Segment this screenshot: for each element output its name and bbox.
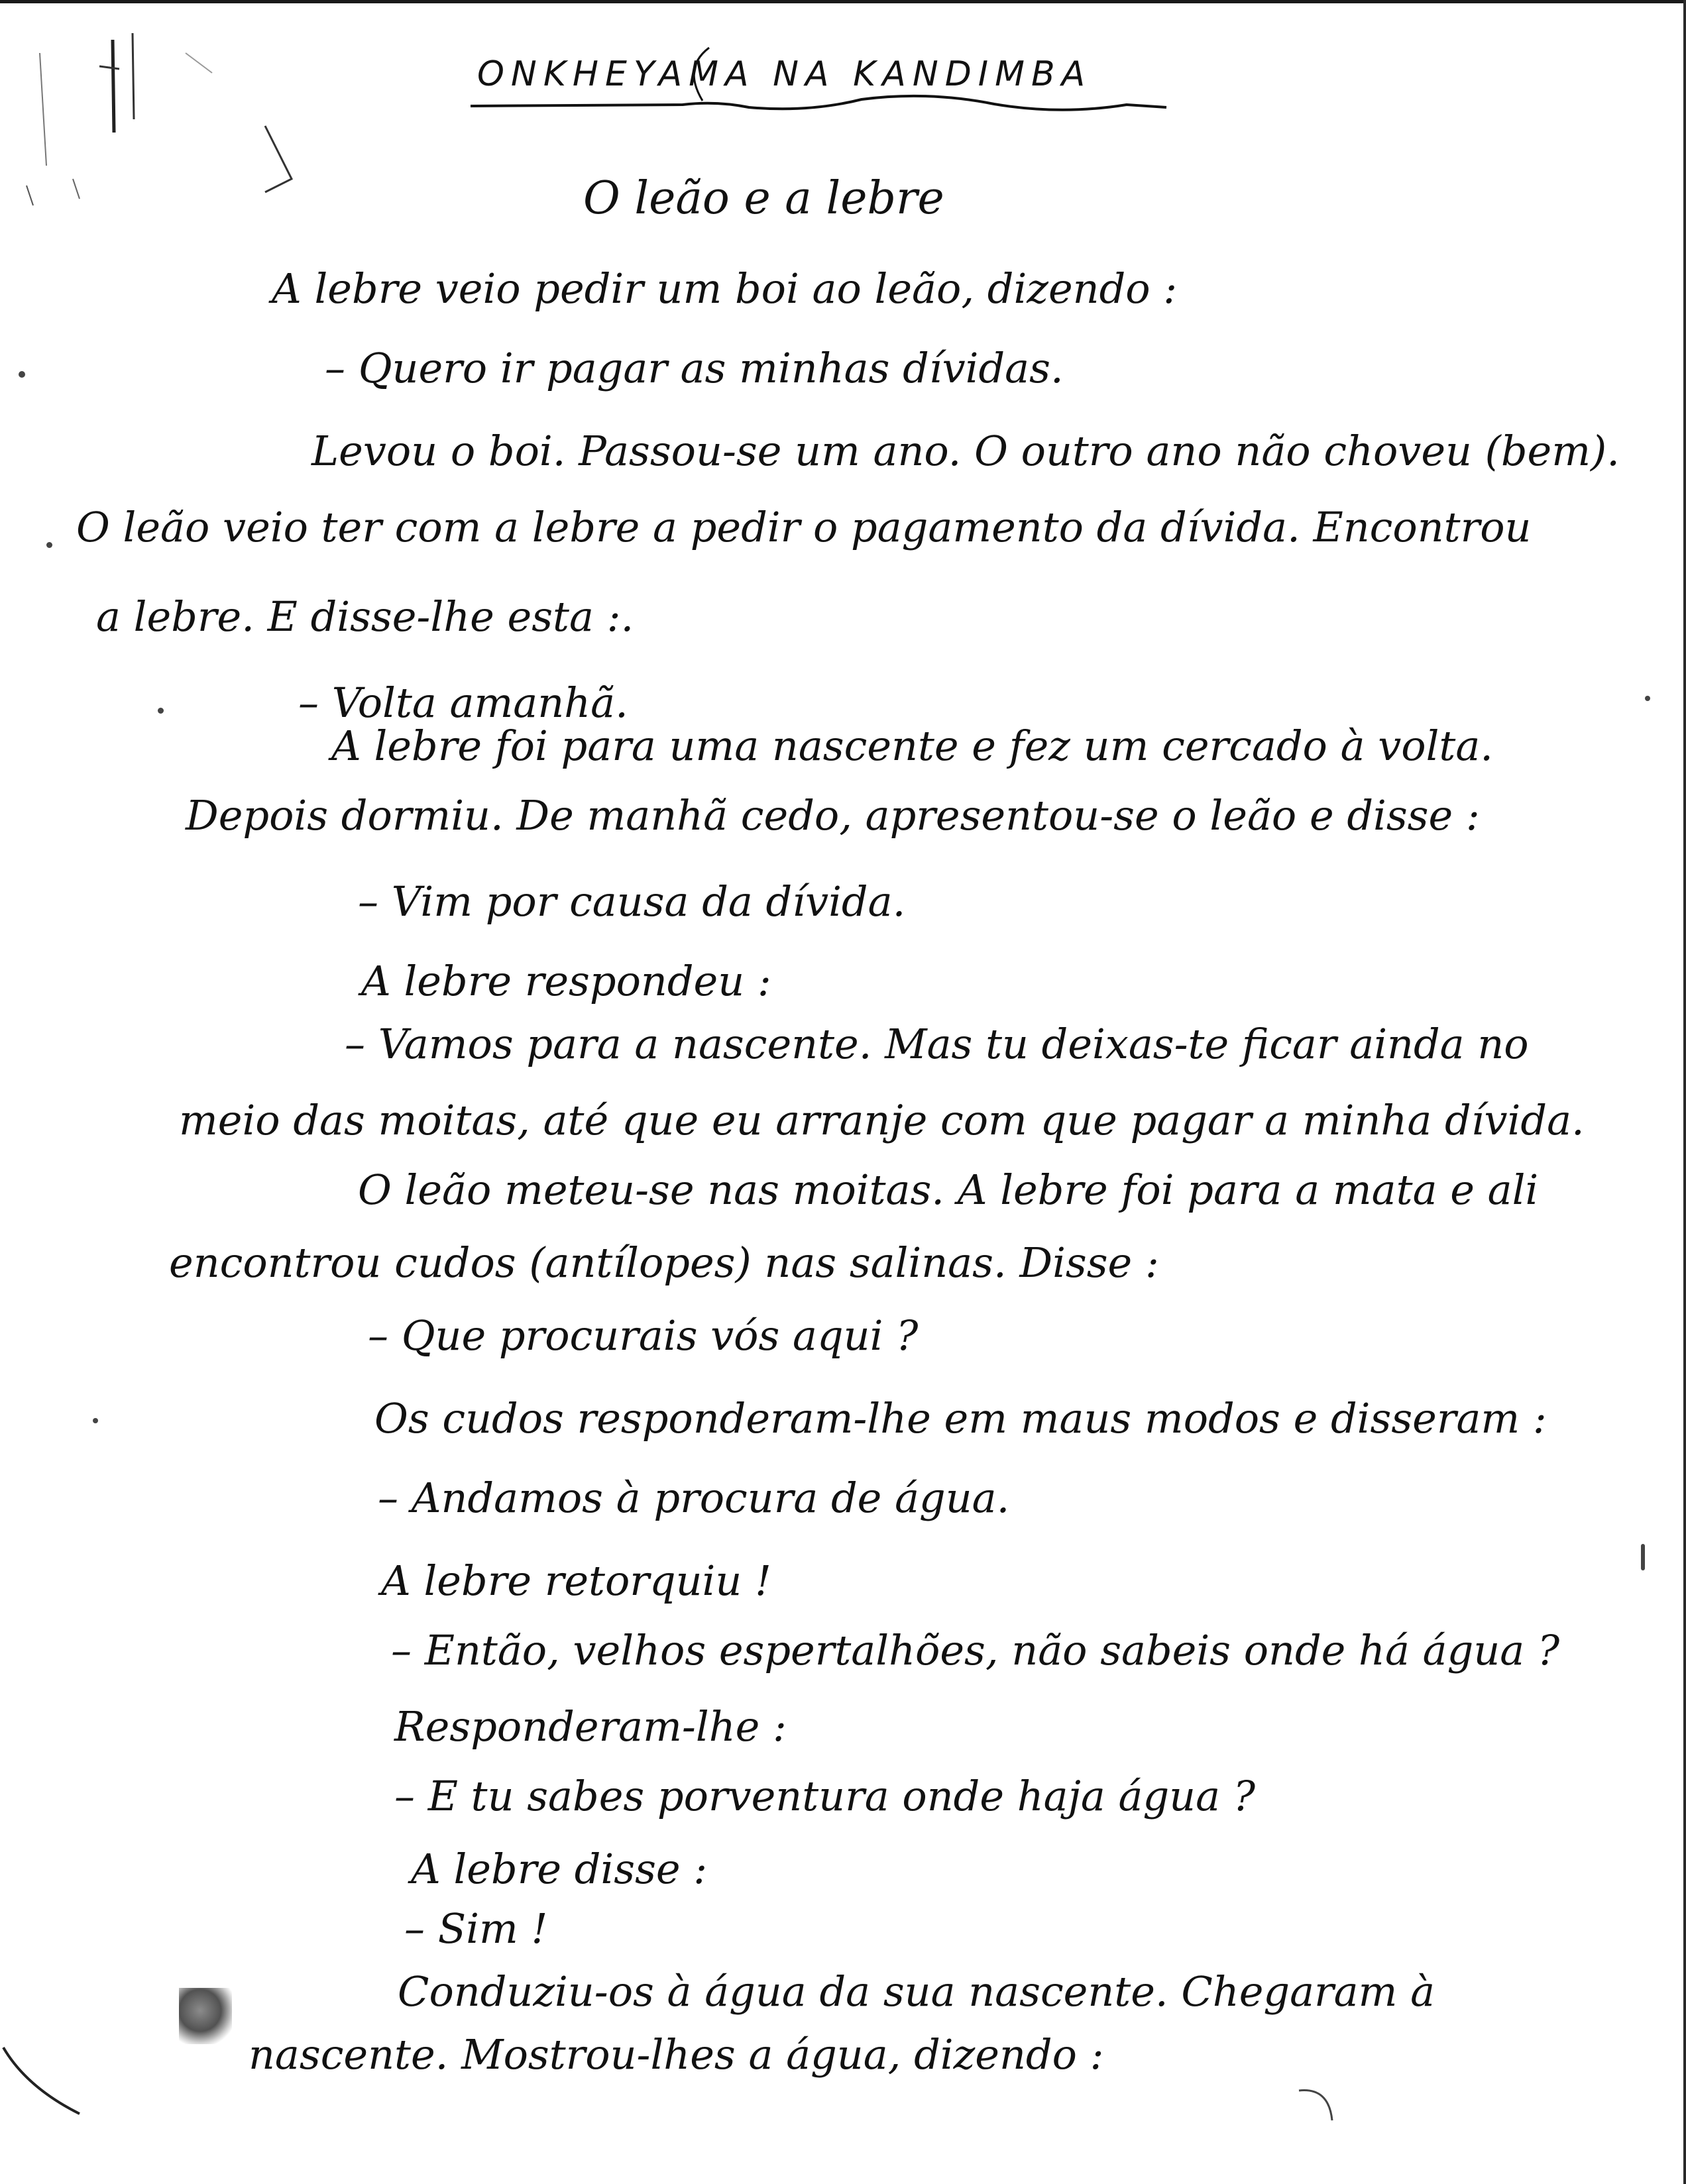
scan-right-edge [1683,0,1686,2184]
scan-speck [46,542,52,548]
scan-corner-mark [0,2041,106,2120]
scan-speck [93,1418,98,1423]
scan-top-edge [0,0,1686,3]
manuscript-line: a lebre. E disse-lhe esta :. [96,592,634,641]
manuscript-line: A lebre retorquiu ! [381,1556,771,1605]
manuscript-line: Os cudos responderam-lhe em maus modos e disseram : [374,1394,1547,1443]
manuscript-line: A lebre veio pedir um boi ao leão, dizendo : [272,264,1178,313]
manuscript-line: meio das moitas, até que eu arranje com que pagar a minha dívida. [179,1096,1585,1144]
manuscript-line: encontrou cudos (antílopes) nas salinas. Disse : [169,1238,1159,1287]
manuscript-line: Responderam-lhe : [394,1702,787,1751]
manuscript-line: O leão meteu-se nas moitas. A lebre foi para a mata e ali [358,1166,1539,1214]
scan-curl-mark [1292,2081,1345,2127]
manuscript-line: Conduziu-os à água da sua nascente. Chegaram à [398,1967,1435,2016]
manuscript-line: – Quero ir pagar as minhas dívidas. [325,344,1064,392]
manuscript-line: – Então, velhos espertalhões, não sabeis onde há água ? [391,1626,1560,1674]
document-title [464,41,1206,127]
scan-speck [1645,696,1650,701]
manuscript-line: A lebre respondeu : [361,957,771,1005]
manuscript-line: – Vamos para a nascente. Mas tu deixas-te ficar ainda no [345,1020,1529,1068]
scan-stain [179,1988,232,2044]
manuscript-line: A lebre foi para uma nascente e fez um cercado à volta. [331,722,1494,770]
story-subtitle: O leão e a lebre [583,172,944,225]
manuscript-line: – Andamos à procura de água. [378,1474,1010,1522]
manuscript-line: O leão veio ter com a lebre a pedir o pagamento da dívida. Encontrou [76,503,1532,551]
manuscript-line: – Vim por causa da dívida. [358,877,906,926]
manuscript-line: Depois dormiu. De manhã cedo, apresentou-se o leão e disse : [186,791,1480,840]
scan-speck [19,371,25,378]
manuscript-line: – Que procurais vós aqui ? [368,1311,919,1360]
manuscript-line: – Volta amanhã. [298,679,628,727]
title-text: ONKHEYAMA NA KANDIMBA [477,54,1092,94]
manuscript-line: A lebre disse : [411,1845,708,1893]
scan-speck [1641,1544,1645,1570]
manuscript-line: – E tu sabes porventura onde haja água ? [394,1772,1256,1820]
scan-margin-marks [13,27,305,225]
manuscript-line: – Sim ! [404,1904,548,1953]
scan-speck [158,708,164,714]
manuscript-line: Levou o boi. Passou-se um ano. O outro ano não choveu (bem). [311,427,1620,475]
manuscript-line: nascente. Mostrou-lhes a água, dizendo : [249,2030,1104,2079]
